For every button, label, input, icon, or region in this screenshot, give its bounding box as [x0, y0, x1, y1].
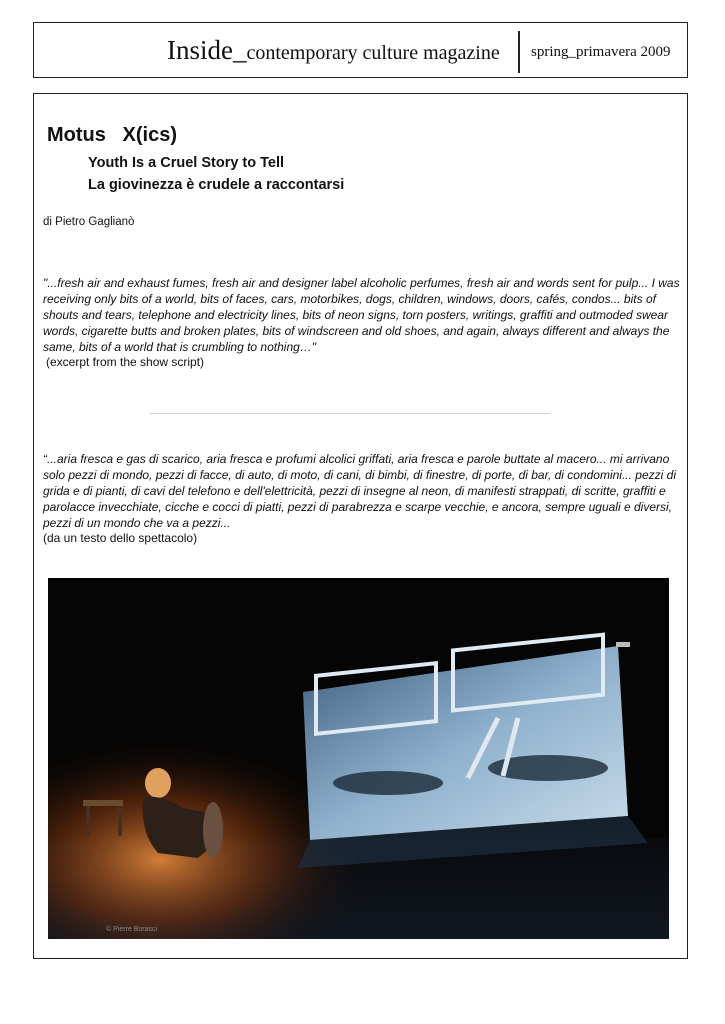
article-frame	[33, 93, 688, 959]
article-title: Motus X(ics)	[47, 124, 178, 146]
magazine-title-sub: contemporary culture magazine	[246, 42, 500, 64]
quote-source-english: (excerpt from the show script)	[46, 355, 205, 369]
magazine-header	[33, 22, 688, 78]
article-subtitle-en: Youth Is a Cruel Story to Tell	[88, 155, 285, 171]
quote-italian: “...aria fresca e gas di scarico, aria fresca e profumi alcolici griffati, aria fresca e parole buttate al macero... mi arrivano solo pezzi di mondo, pezzi di facce, di auto, di moto, di cani, di bimbi, di finestre, di porte, di bar, di condomini... pezzi di grida e di pianti, di cavi del telefono e dell'elettricità, pezzi di insegne al neon, di manifesti strappati, di scritte, graffiti e parolacce invecchiate, cicche e cocci di piatti, pezzi di parabrezza e scarpe vecchie, e ancora, sempre uguali e diversi, pezzi di un mondo che va a pezzi...	[43, 452, 676, 530]
photo-credit: © Pierre Borasci	[106, 926, 158, 933]
section-divider	[150, 413, 550, 414]
stage-photo-image	[48, 578, 669, 939]
header-divider	[518, 31, 520, 73]
article-byline: di Pietro Gaglianò	[43, 216, 135, 228]
quote-english: "...fresh air and exhaust fumes, fresh air and designer label alcoholic perfumes, fresh air and words sent for pulp... I was receiving only bits of a world, bits of faces, cars, motorbikes, dogs, children, windows, doors, cafés, condos... bits of shouts and tears, telephone and electricity lines, bits of neon signs, torn posters, writings, graffiti and outmoded swear words, cigarette butts and broken plates, bits of windscreen and old shoes, and again, always different and always the same, bits of a world that is crumbling to nothing…"	[43, 276, 680, 354]
issue-season: spring_primavera 2009	[531, 44, 671, 60]
article-subtitle-it: La giovinezza è crudele a raccontarsi	[88, 177, 345, 193]
quote-source-italian: (da un testo dello spettacolo)	[43, 531, 198, 545]
magazine-title-main: Inside_	[167, 35, 247, 65]
magazine-title	[167, 35, 500, 66]
stage-photo	[48, 578, 669, 939]
